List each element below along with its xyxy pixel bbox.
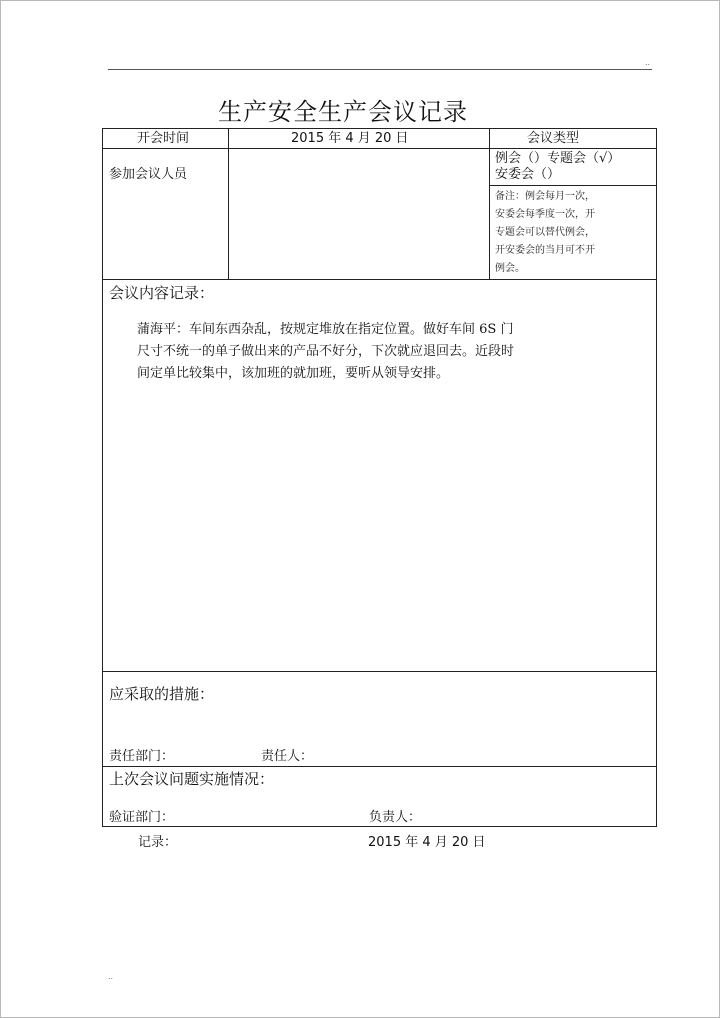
type-note: 专题会可以替代例会， bbox=[495, 227, 595, 238]
type-note: 例会。 bbox=[495, 263, 525, 274]
verify-person-label: 负责人： bbox=[369, 810, 422, 825]
measures-label: 应采取的措施： bbox=[109, 685, 215, 703]
type-note: 备注：例会每月一次， bbox=[495, 191, 595, 202]
content-line: 间定单比较集中，该加班的就加班，要听从领导安排。 bbox=[137, 366, 450, 381]
previous-issues-label: 上次会议问题实施情况： bbox=[109, 770, 275, 788]
col-divider bbox=[489, 129, 490, 279]
header-rule bbox=[108, 69, 652, 70]
row-divider bbox=[489, 185, 656, 186]
content-line: 尺寸不统一的单子做出来的产品不好分，下次就应退回去。近段时 bbox=[137, 344, 515, 359]
type-note: 安委会每季度一次，开 bbox=[495, 209, 595, 220]
row-divider bbox=[103, 671, 656, 672]
participants-label: 参加会议人员 bbox=[109, 167, 188, 182]
record-date: 2015 年 4 月 20 日 bbox=[368, 835, 486, 850]
page-title: 生产安全生产会议记录 bbox=[218, 98, 468, 126]
recorder-label: 记录： bbox=[138, 835, 178, 850]
responsible-dept-label: 责任部门： bbox=[109, 749, 175, 764]
row-divider bbox=[103, 148, 656, 149]
corner-mark-bottom: .. bbox=[108, 972, 114, 981]
meeting-record-form bbox=[102, 128, 657, 827]
verify-dept-label: 验证部门： bbox=[109, 810, 175, 825]
corner-mark-top: .. bbox=[645, 58, 651, 67]
row-divider bbox=[103, 279, 656, 280]
meeting-time-value: 2015 年 4 月 20 日 bbox=[291, 131, 409, 146]
col-divider bbox=[228, 129, 229, 279]
meeting-type-label: 会议类型 bbox=[527, 131, 580, 146]
type-note: 开安委会的当月可不开 bbox=[495, 245, 595, 256]
meeting-time-label: 开会时间 bbox=[137, 131, 190, 146]
responsible-person-label: 责任人： bbox=[261, 749, 314, 764]
row-divider bbox=[103, 766, 656, 767]
meeting-type-options: 例会（）专题会（√） bbox=[495, 151, 621, 166]
meeting-type-options: 安委会（） bbox=[495, 167, 561, 182]
content-record-label: 会议内容记录： bbox=[109, 284, 215, 302]
content-record-text bbox=[137, 319, 577, 385]
content-line: 蒲海平：车间东西杂乱，按规定堆放在指定位置。做好车间 6S 门 bbox=[137, 322, 514, 337]
